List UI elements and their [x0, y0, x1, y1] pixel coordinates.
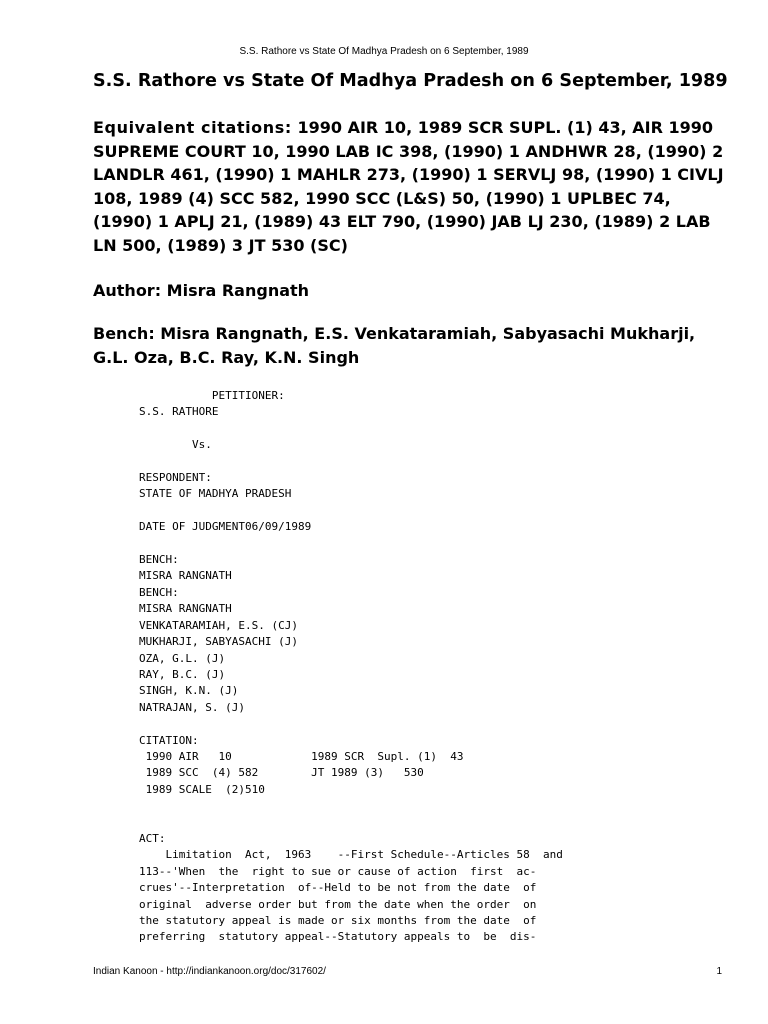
- running-header: S.S. Rathore vs State Of Madhya Pradesh on 6 September, 1989: [239, 46, 529, 57]
- author-line: Author: Misra Rangnath: [93, 281, 310, 300]
- equivalent-citations: [93, 116, 733, 257]
- citations-label: Equivalent citations:: [93, 118, 292, 137]
- footer-source-link[interactable]: Indian Kanoon - http://indiankanoon.org/doc/317602/: [93, 966, 326, 977]
- bench-line: Bench: Misra Rangnath, E.S. Venkataramiah, Sabyasachi Mukharji, G.L. Oza, B.C. Ray, K.N. Singh: [93, 324, 696, 367]
- citations-list: 1990 AIR 10, 1989 SCR SUPL. (1) 43, AIR 1990 SUPREME COURT 10, 1990 LAB IC 398, (1990) 1 ANDHWR 28, (1990) 2 LANDLR 461, (1990) 1 MAHLR 273, (1990) 1 SERVLJ 98, (1990) 1 CIVLJ 108, 1989 (4) SCC 582, 1990 SCC (L&S) 50, (1990) 1 UPLBEC 74, (1990) 1 APLJ 21, (1989) 43 ELT 790, (1990) JAB LJ 230, (1989) 2 LAB LN 500, (1989) 3 JT 530 (SC): [93, 118, 724, 255]
- judgment-body: PETITIONER: S.S. RATHORE Vs. RESPONDENT: STATE OF MADHYA PRADESH DATE OF JUDGMENT06/09/1989 BENCH: MISRA RANGNATH BENCH: MISRA RANGNATH VENKATARAMIAH, E.S. (CJ) MUKHARJI, SABYASACHI (J) OZA, G.L. (J) RAY, B.C. (J) SINGH, K.N. (J) NATRAJAN, S. (J) CITATION: 1990 AIR 10 1989 SCR Supl. (1) 43 1989 SCC (4) 582 JT 1989 (3) 530 1989 SCALE (2)510 ACT: Limitation Act, 1963 --First Schedule--Articles 58 and 113--'When the right to sue or cause of action first ac- crues'--Interpretation of--Held to be not from the date of original adverse order but from the date when the order on the statutory appeal is made or six months from the date of preferring statutory appeal--Statutory appeals to be dis-: [139, 389, 563, 944]
- page-number: 1: [716, 966, 722, 977]
- page-title: S.S. Rathore vs State Of Madhya Pradesh on 6 September, 1989: [93, 71, 728, 91]
